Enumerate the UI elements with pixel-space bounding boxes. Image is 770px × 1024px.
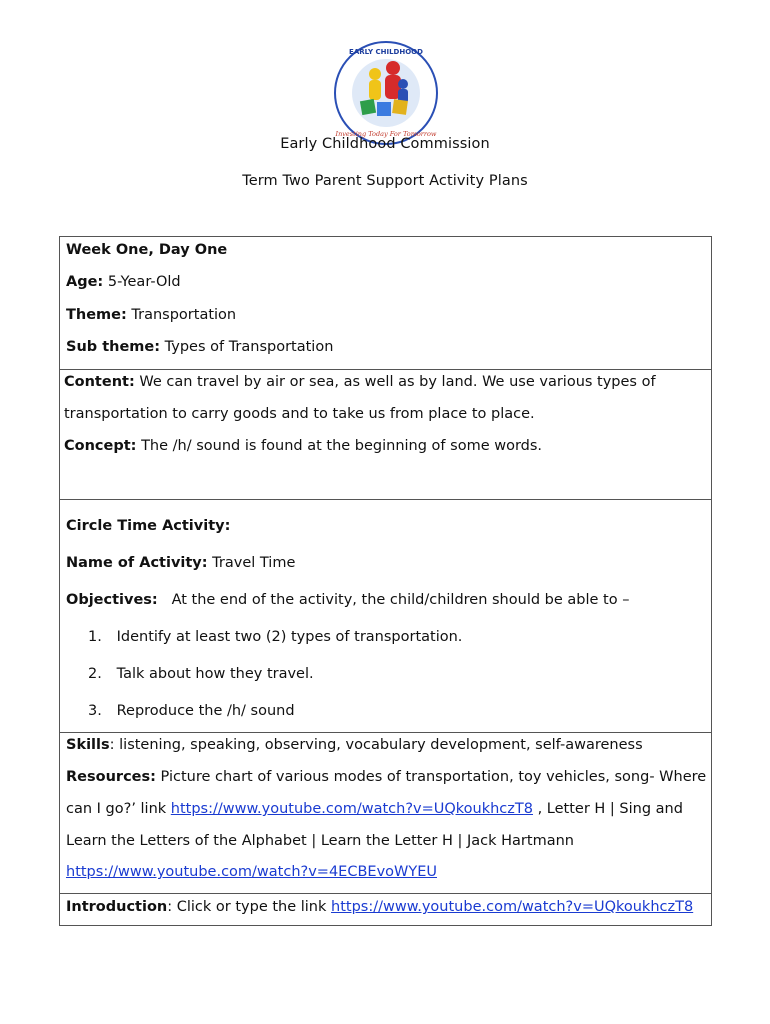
resources-label: Resources: xyxy=(66,769,156,785)
objective-item xyxy=(88,629,462,645)
objective-item xyxy=(88,703,295,719)
svg-text:Investing Today For Tomorrow: Investing Today For Tomorrow xyxy=(335,130,437,138)
objectives-row xyxy=(66,592,629,608)
age-row xyxy=(66,274,181,290)
content-line-1: We can travel by air or sea, as well as by land. We use various types of xyxy=(139,374,656,390)
skills-value: : listening, speaking, observing, vocabulary development, self-awareness xyxy=(109,737,643,753)
skills-resources-section xyxy=(60,732,711,894)
introduction-section xyxy=(60,893,711,928)
theme-row xyxy=(66,307,236,323)
objective-item xyxy=(88,666,314,682)
content-row xyxy=(64,374,656,390)
theme-value: Transportation xyxy=(131,307,237,323)
subtheme-value: Types of Transportation xyxy=(164,339,334,355)
concept-label: Concept: xyxy=(64,438,137,454)
activity-name-label: Name of Activity: xyxy=(66,555,208,571)
plan-info-section xyxy=(60,237,711,369)
activity-name-row xyxy=(66,555,295,571)
resources-line-4 xyxy=(66,864,437,880)
song-link[interactable]: https://www.youtube.com/watch?v=UQkoukhczT8 xyxy=(170,801,533,817)
theme-label: Theme: xyxy=(66,307,127,323)
objective-number: 2. xyxy=(88,666,102,682)
activity-plan-table xyxy=(59,236,712,926)
circle-time-heading: Circle Time Activity: xyxy=(66,518,231,534)
age-label: Age: xyxy=(66,274,104,290)
subtheme-label: Sub theme: xyxy=(66,339,161,355)
resources-line-2-tail: , Letter H | Sing and xyxy=(532,801,683,817)
resources-line-3: Learn the Letters of the Alphabet | Learn the Letter H | Jack Hartmann xyxy=(66,833,574,849)
early-childhood-commission-logo xyxy=(333,40,439,146)
introduction-text: : Click or type the link xyxy=(167,899,332,915)
resources-line-2 xyxy=(66,801,683,817)
letter-h-video-link[interactable]: https://www.youtube.com/watch?v=4ECBEvoWYEU xyxy=(66,864,437,880)
week-day-label: Week One, Day One xyxy=(66,242,228,258)
skills-label: Skills xyxy=(66,737,110,753)
objective-number: 3. xyxy=(88,703,102,719)
objective-text: Talk about how they travel. xyxy=(116,666,314,682)
activity-name-value: Travel Time xyxy=(212,555,296,571)
objective-text: Identify at least two (2) types of transportation. xyxy=(116,629,463,645)
objectives-intro: At the end of the activity, the child/children should be able to – xyxy=(171,592,630,608)
introduction-row xyxy=(66,899,693,915)
concept-row xyxy=(64,438,542,454)
resources-line-2-text: can I go?’ link xyxy=(66,801,171,817)
skills-row xyxy=(66,737,643,753)
resources-line-1: Picture chart of various modes of transportation, toy vehicles, song- Where xyxy=(160,769,707,785)
objective-text: Reproduce the /h/ sound xyxy=(116,703,295,719)
objectives-label: Objectives: xyxy=(66,592,158,608)
resources-row xyxy=(66,769,706,785)
content-section xyxy=(60,369,711,500)
content-label: Content: xyxy=(64,374,135,390)
objective-number: 1. xyxy=(88,629,102,645)
org-name-heading: Early Childhood Commission xyxy=(280,136,490,152)
introduction-video-link[interactable]: https://www.youtube.com/watch?v=UQkoukhczT8 xyxy=(331,899,694,915)
circle-time-section xyxy=(60,499,711,733)
content-line-2: transportation to carry goods and to take us from place to place. xyxy=(64,406,535,422)
introduction-label: Introduction xyxy=(66,899,168,915)
age-value: 5-Year-Old xyxy=(107,274,181,290)
concept-value: The /h/ sound is found at the beginning of some words. xyxy=(141,438,543,454)
document-title: Term Two Parent Support Activity Plans xyxy=(242,173,528,189)
svg-text:EARLY CHILDHOOD: EARLY CHILDHOOD xyxy=(349,48,423,56)
subtheme-row xyxy=(66,339,333,355)
